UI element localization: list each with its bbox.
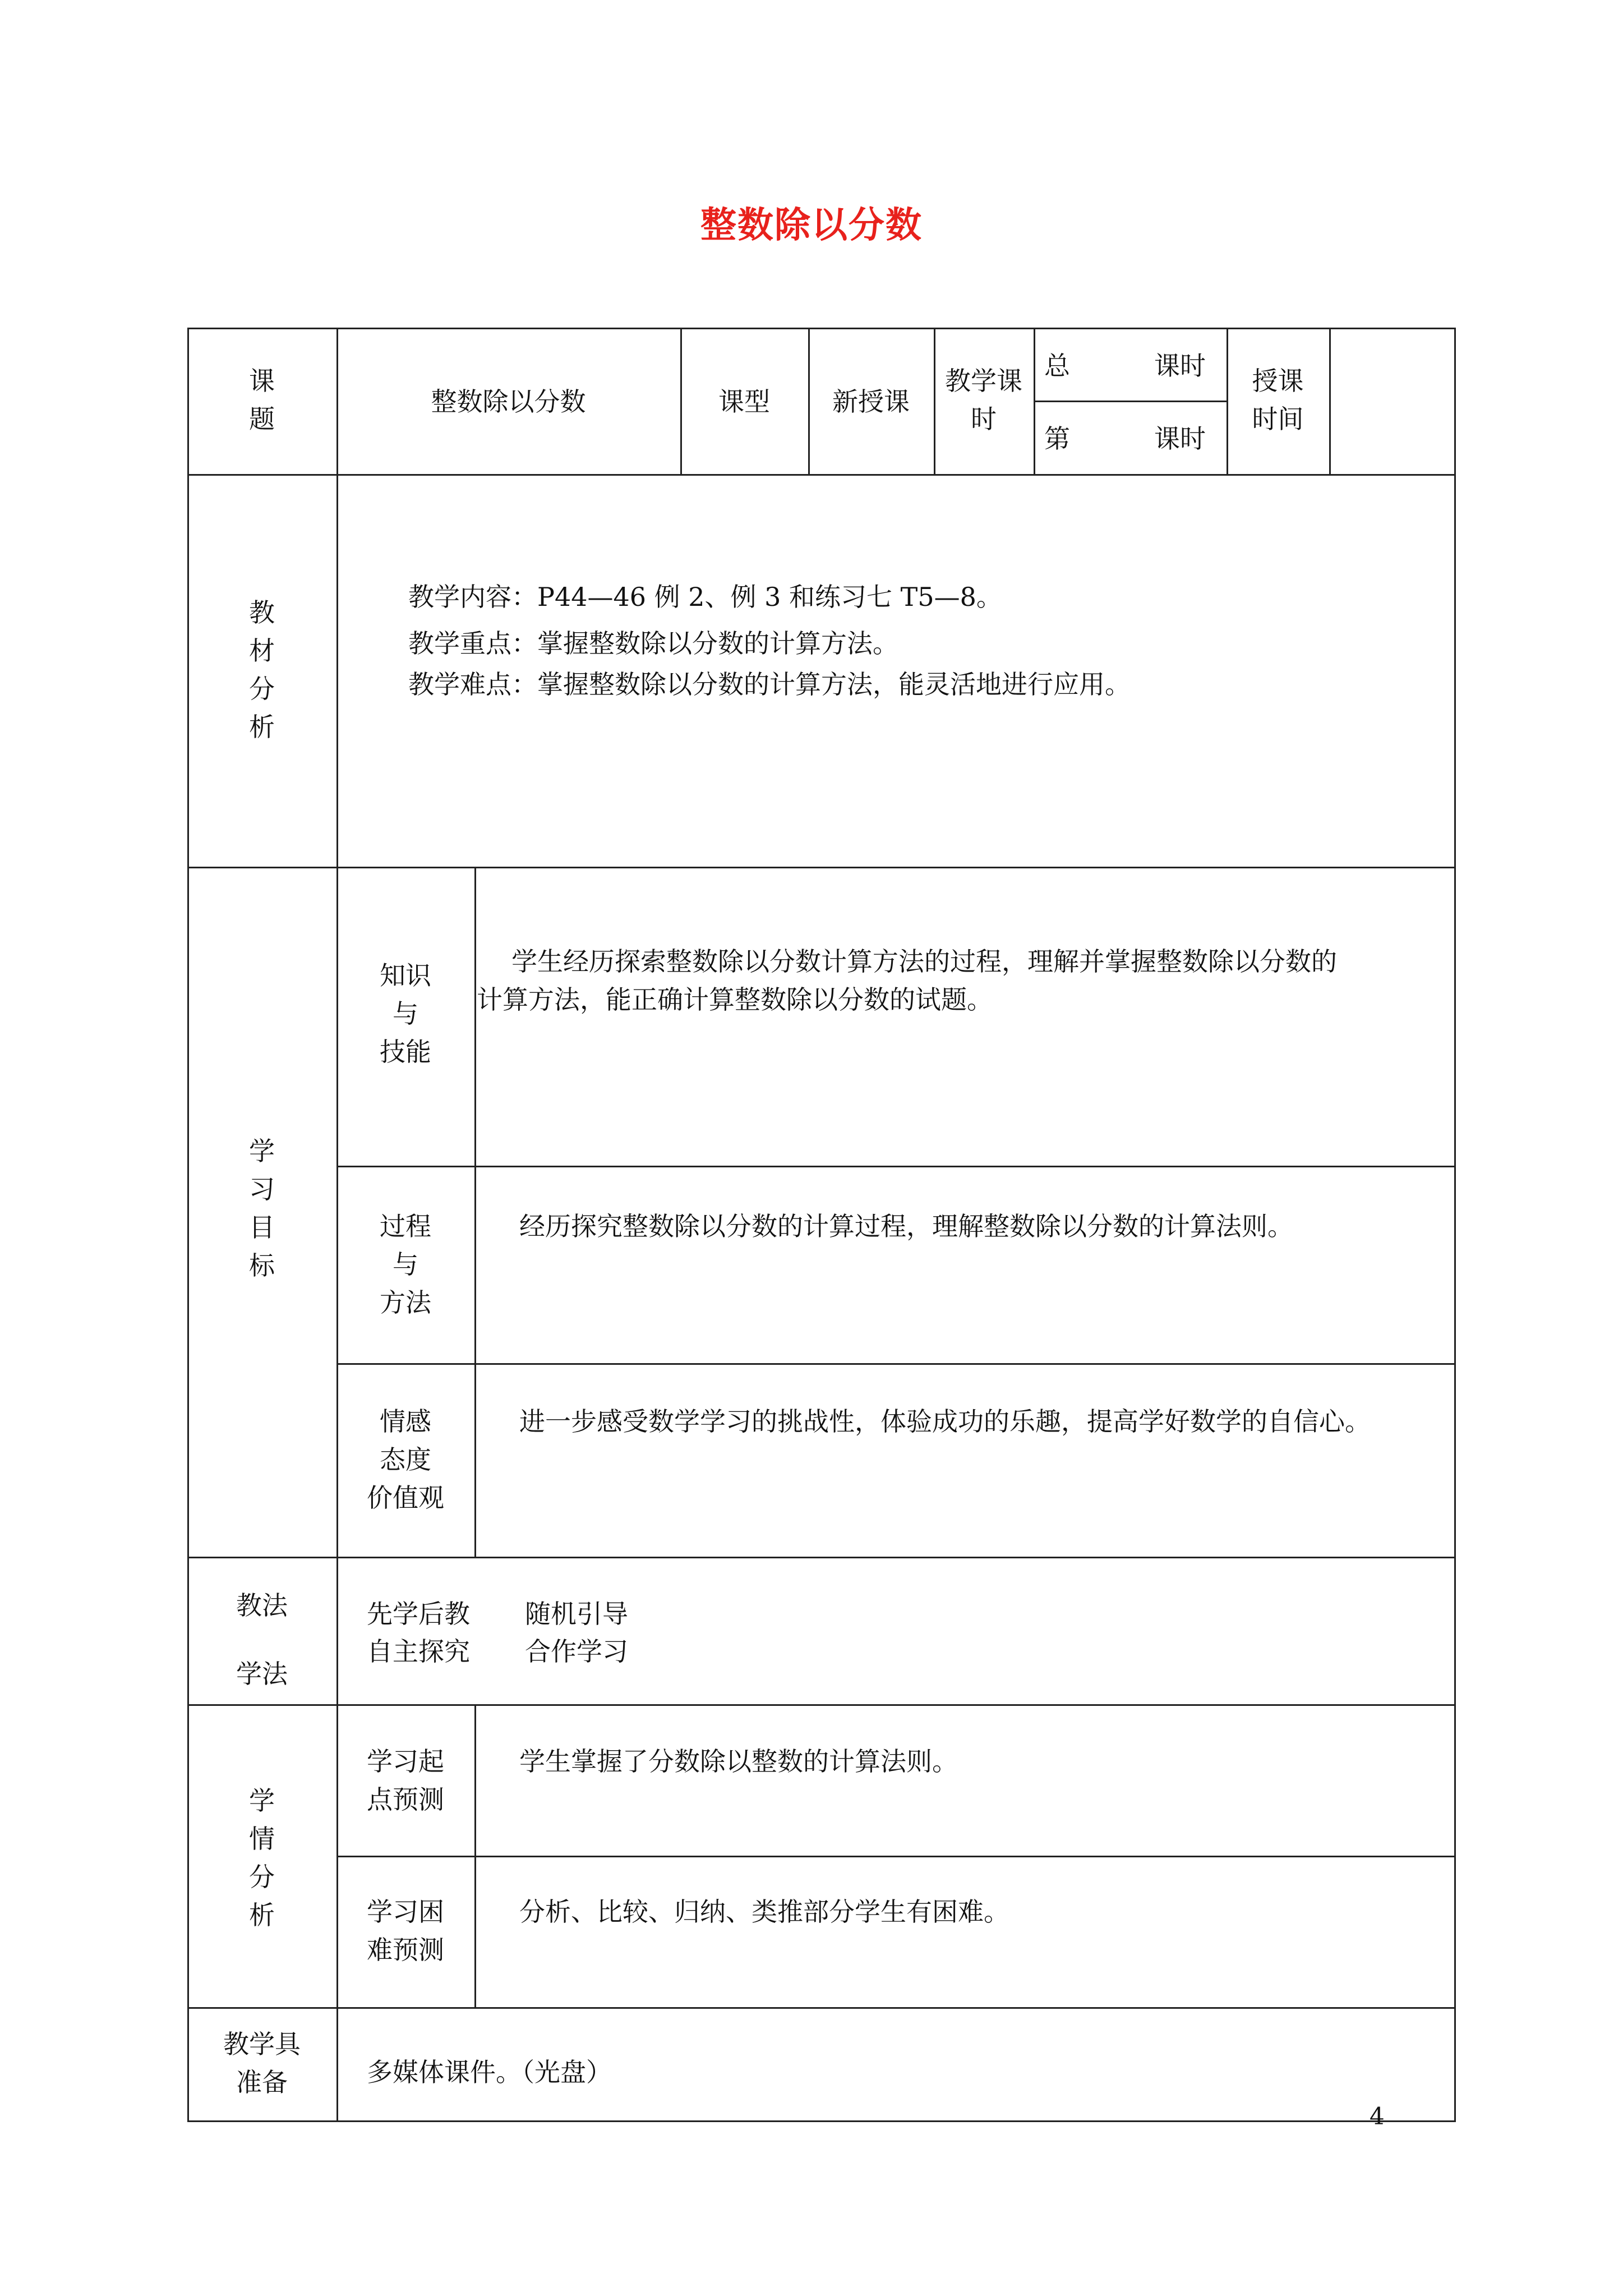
nth-hour-unit: 课时: [1154, 424, 1206, 454]
knowledge-skills-text-line1: 学生经历探索整数除以分数计算方法的过程，理解并掌握整数除以分数的: [511, 946, 1337, 977]
learning-start-text: 学生掌握了分数除以整数的计算法则。: [519, 1746, 958, 1777]
method-item: 先学后教: [367, 1599, 470, 1629]
learning-method-label: 学法: [236, 1659, 288, 1689]
emotion-values-label: 情感 态度 价值观: [367, 1406, 444, 1513]
process-methods-label: 过程 与 方法: [380, 1211, 431, 1318]
page-number: 4: [1370, 2102, 1385, 2130]
lesson-type-value: 新授课: [832, 386, 910, 417]
emotion-values-text: 进一步感受数学学习的挑战性，体验成功的乐趣，提高学好数学的自信心。: [519, 1406, 1371, 1437]
knowledge-skills-label: 知识 与 技能: [380, 960, 431, 1067]
document-title: 整数除以分数: [700, 204, 923, 246]
learning-goals-label: 学 习 目 标: [249, 1136, 275, 1281]
learning-start-label: 学习起 点预测: [367, 1746, 444, 1815]
nth-hour-label: 第: [1044, 424, 1070, 454]
learner-analysis-label: 学 情 分 析: [249, 1786, 275, 1930]
lesson-type-label: 课型: [718, 386, 770, 417]
teaching-tools-label: 教学具 准备: [223, 2029, 301, 2097]
method-item: 合作学习: [525, 1636, 628, 1667]
teaching-tools-text: 多媒体课件。（光盘）: [367, 2057, 612, 2087]
class-date-label: 授课 时间: [1252, 366, 1304, 434]
textbook-analysis-label: 教 材 分 析: [249, 597, 275, 742]
total-hours-label: 总: [1044, 351, 1070, 381]
process-methods-text: 经历探究整数除以分数的计算过程，理解整数除以分数的计算法则。: [519, 1211, 1293, 1241]
teaching-hours-label: 教学课 时: [945, 366, 1022, 434]
learning-difficulty-label: 学习困 难预测: [367, 1897, 444, 1965]
teaching-content: 教学内容：P44—46 例 2、例 3 和练习七 T5—8。: [408, 582, 1002, 612]
teaching-difficulty: 教学难点：掌握整数除以分数的计算方法，能灵活地进行应用。: [408, 669, 1131, 700]
subject-label: 课 题: [249, 366, 275, 434]
subject-value: 整数除以分数: [431, 386, 586, 417]
learning-difficulty-text: 分析、比较、归纳、类推部分学生有困难。: [519, 1897, 1009, 1927]
knowledge-skills-text-line2: 计算方法，能正确计算整数除以分数的试题。: [477, 984, 993, 1015]
method-item: 随机引导: [525, 1599, 628, 1629]
method-item: 自主探究: [367, 1636, 470, 1667]
teaching-method-label: 教法: [236, 1590, 288, 1621]
teaching-key-point: 教学重点：掌握整数除以分数的计算方法。: [408, 628, 898, 659]
total-hours-unit: 课时: [1154, 351, 1206, 381]
